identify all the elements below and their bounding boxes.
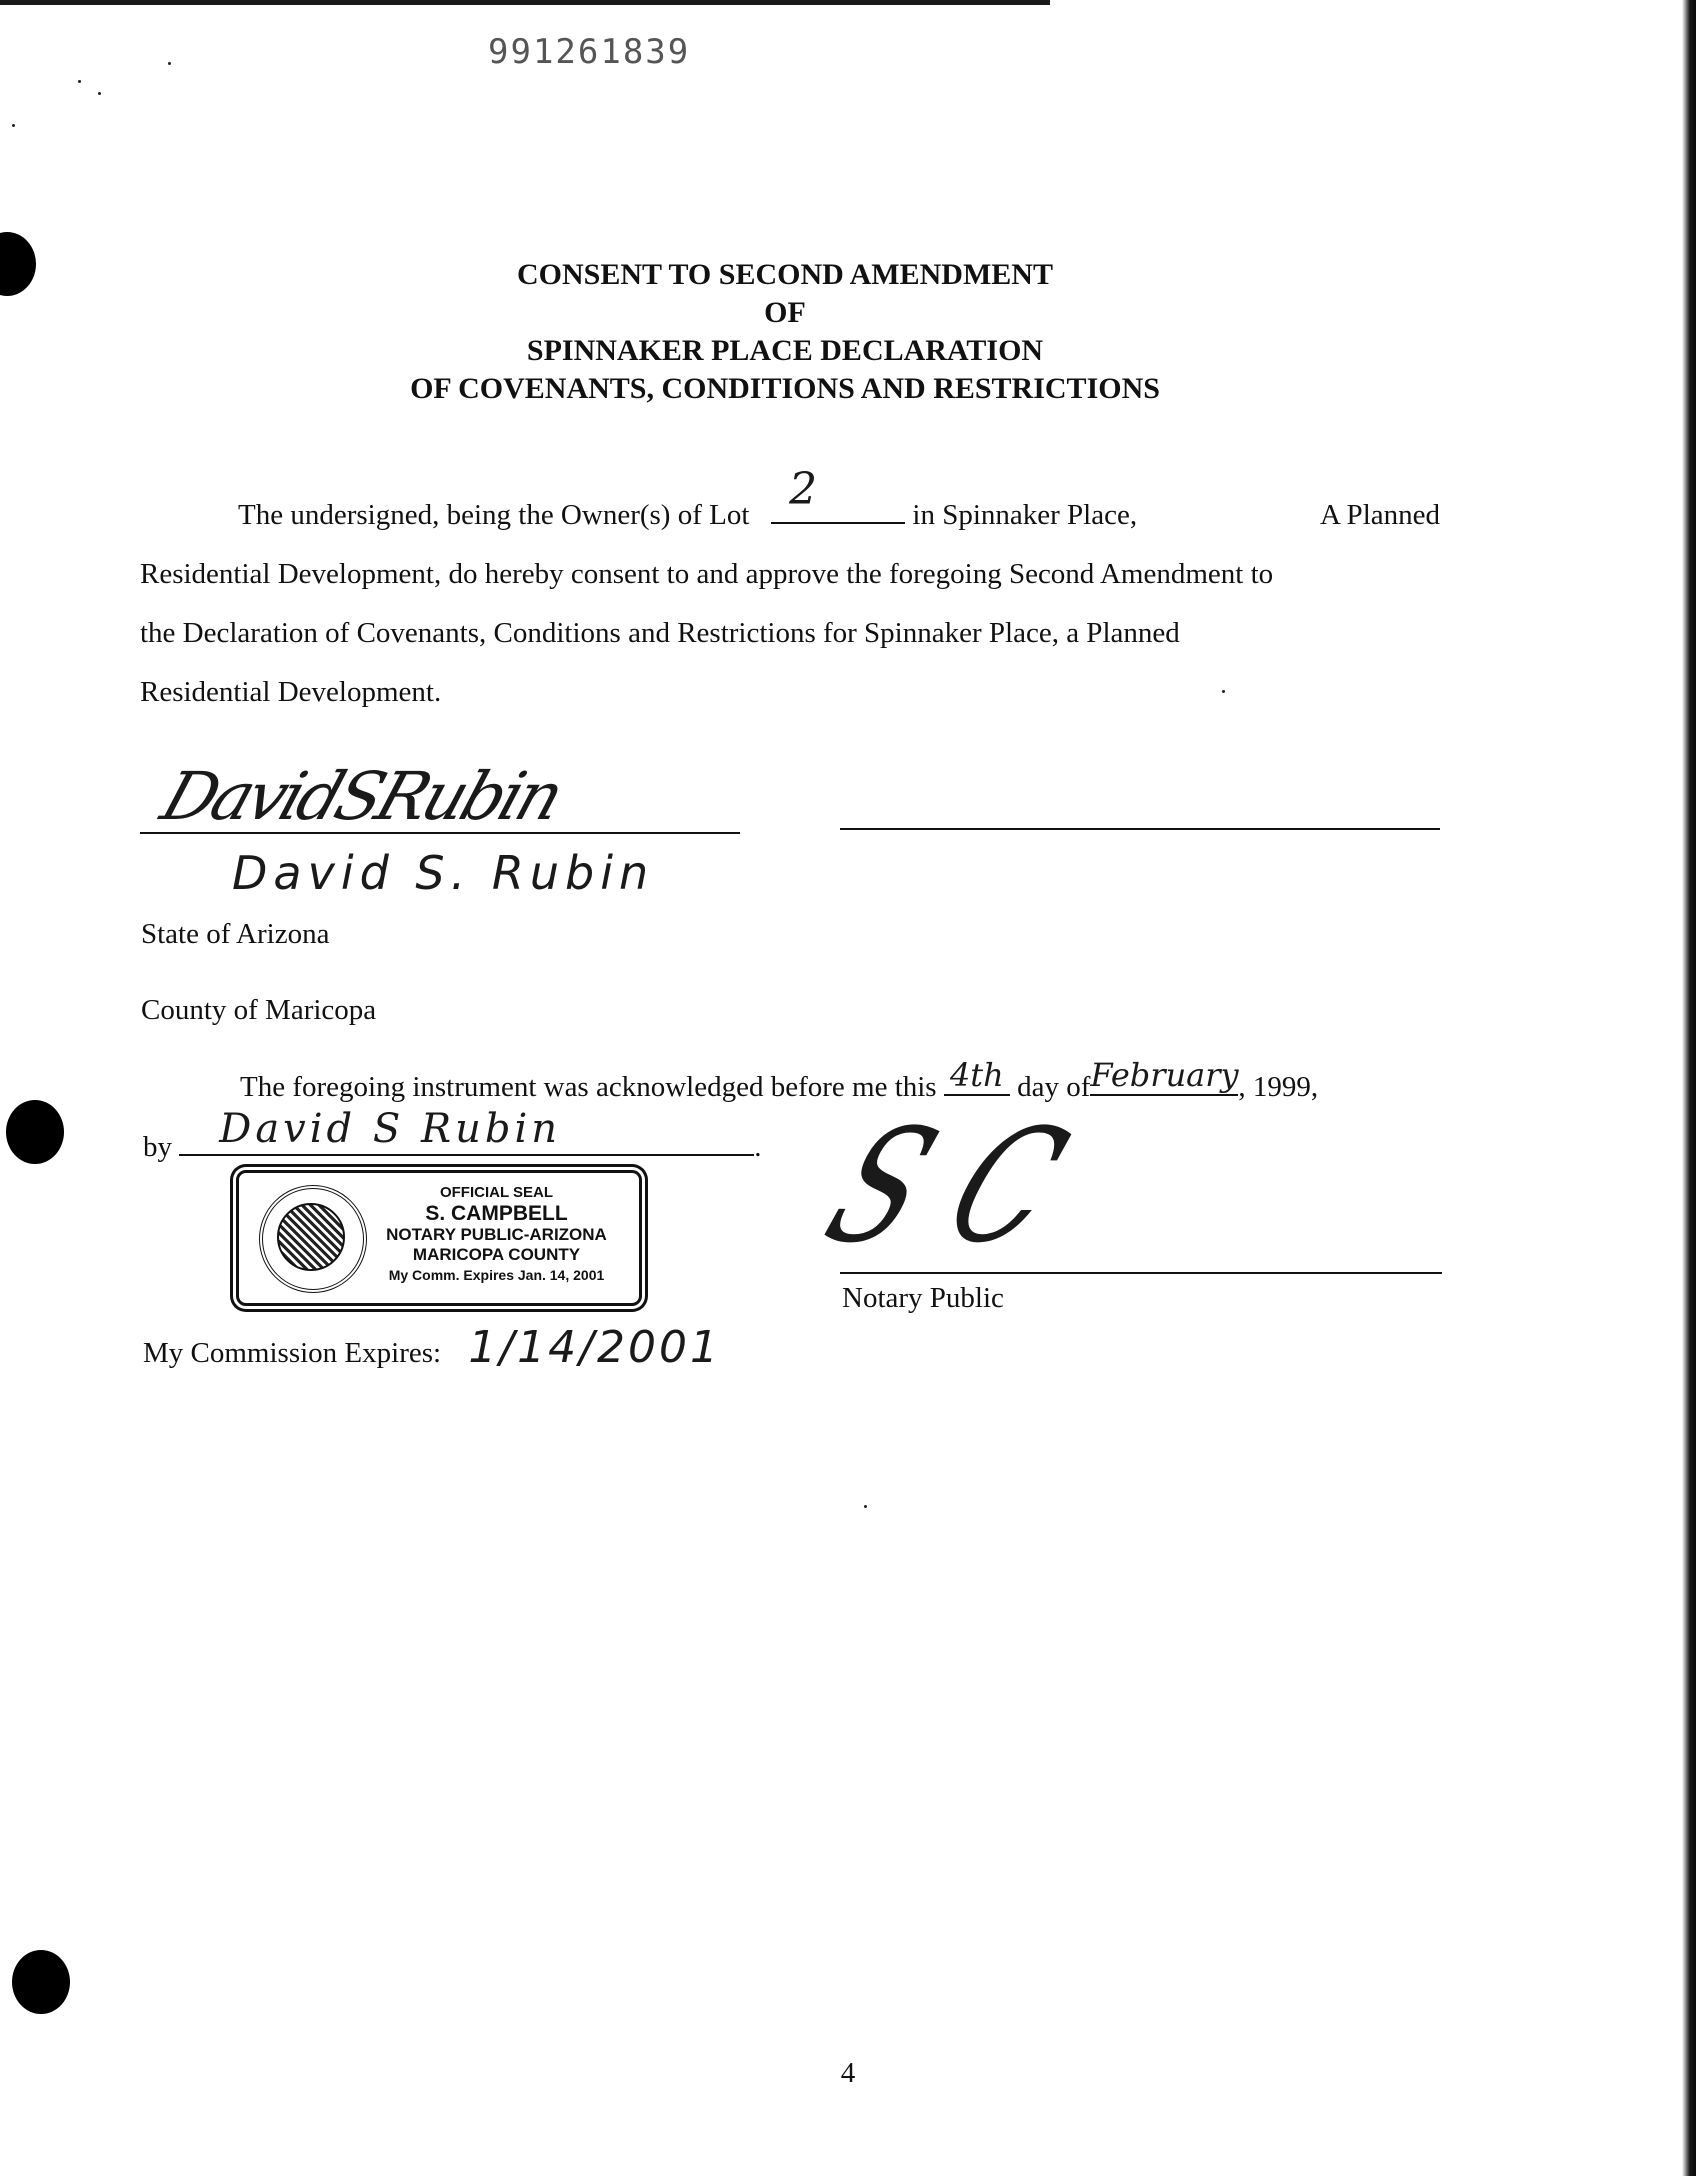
paragraph-line-3: the Declaration of Covenants, Conditions and Restrictions for Spinnaker Place, a Planned xyxy=(140,617,1180,649)
scan-speck xyxy=(864,1505,867,1508)
document-number: 991261839 xyxy=(488,32,691,72)
ack-day-handwritten: 4th xyxy=(949,1056,1004,1094)
county-label: County of Maricopa xyxy=(141,994,377,1026)
by-name-field xyxy=(179,1106,754,1156)
page-number: 4 xyxy=(840,2057,856,2089)
scan-right-edge xyxy=(1682,0,1696,2176)
state-seal-emblem xyxy=(259,1185,367,1293)
title-line-3: SPINNAKER PLACE DECLARATION xyxy=(526,334,1044,367)
ack-day-field xyxy=(944,1056,1010,1096)
title-line-4: OF COVENANTS, CONDITIONS AND RESTRICTIONS xyxy=(410,372,1160,405)
acknowledged-by-row xyxy=(143,1106,762,1164)
by-label: by xyxy=(143,1131,172,1163)
punch-hole-middle xyxy=(6,1100,64,1164)
consent-paragraph xyxy=(140,464,1440,722)
notary-public-label: Notary Public xyxy=(842,1282,1004,1314)
state-label: State of Arizona xyxy=(141,918,330,950)
ack-text-start: The foregoing instrument was acknowledged before me this xyxy=(240,1071,937,1103)
document-title xyxy=(300,256,1270,408)
owner-printed-name: David S. Rubin xyxy=(232,846,655,900)
punch-hole-bottom xyxy=(12,1950,70,2014)
scan-speck xyxy=(12,124,15,127)
seal-line-4: MARICOPA COUNTY xyxy=(412,1245,581,1264)
notary-signature: S C xyxy=(803,1097,1089,1278)
punch-hole-top xyxy=(0,232,36,296)
commission-date-handwritten: 1/14/2001 xyxy=(468,1322,721,1373)
title-line-1: CONSENT TO SECOND AMENDMENT xyxy=(517,258,1053,291)
owner-signature: DavidSRubin xyxy=(152,758,570,835)
ack-year: , 1999, xyxy=(1238,1071,1319,1103)
scan-speck xyxy=(168,62,171,65)
paragraph-line-2: Residential Development, do hereby consent to and approve the foregoing Second Amendment to xyxy=(140,558,1274,590)
ack-month-field xyxy=(1090,1056,1239,1096)
state-seal-emblem-center xyxy=(277,1203,345,1271)
ack-month-handwritten: February xyxy=(1090,1056,1239,1094)
ack-text-mid: day of xyxy=(1017,1071,1091,1103)
paragraph-line-1 xyxy=(140,464,1440,545)
seal-line-3: NOTARY PUBLIC-ARIZONA xyxy=(386,1225,607,1244)
scan-speck xyxy=(78,80,81,83)
title-line-2: OF xyxy=(764,296,806,329)
commission-expires-row xyxy=(143,1322,721,1373)
lot-number-handwritten: 2 xyxy=(789,464,818,515)
lot-number-field xyxy=(771,464,905,524)
seal-line-1: OFFICIAL SEAL xyxy=(439,1184,554,1201)
notary-signature-line xyxy=(840,1272,1442,1274)
scan-top-edge xyxy=(0,0,1050,5)
owner-signature-line xyxy=(140,832,740,834)
by-name-handwritten: David S Rubin xyxy=(219,1106,562,1152)
paragraph-line-4: Residential Development. xyxy=(140,676,442,708)
scan-speck xyxy=(98,92,101,95)
second-signature-line xyxy=(840,828,1440,830)
commission-label: My Commission Expires: xyxy=(143,1337,442,1369)
acknowledgment-line xyxy=(240,1056,1445,1104)
seal-line-2: S. CAMPBELL xyxy=(425,1202,568,1225)
notary-seal-stamp xyxy=(236,1170,642,1306)
seal-text xyxy=(369,1183,624,1285)
line1-end-b: A Planned xyxy=(1319,499,1440,531)
seal-line-5: My Comm. Expires Jan. 14, 2001 xyxy=(388,1267,605,1283)
by-end: . xyxy=(754,1131,762,1163)
line1-end-a: in Spinnaker Place, xyxy=(912,499,1138,531)
line1-start: The undersigned, being the Owner(s) of Lot xyxy=(238,499,750,531)
